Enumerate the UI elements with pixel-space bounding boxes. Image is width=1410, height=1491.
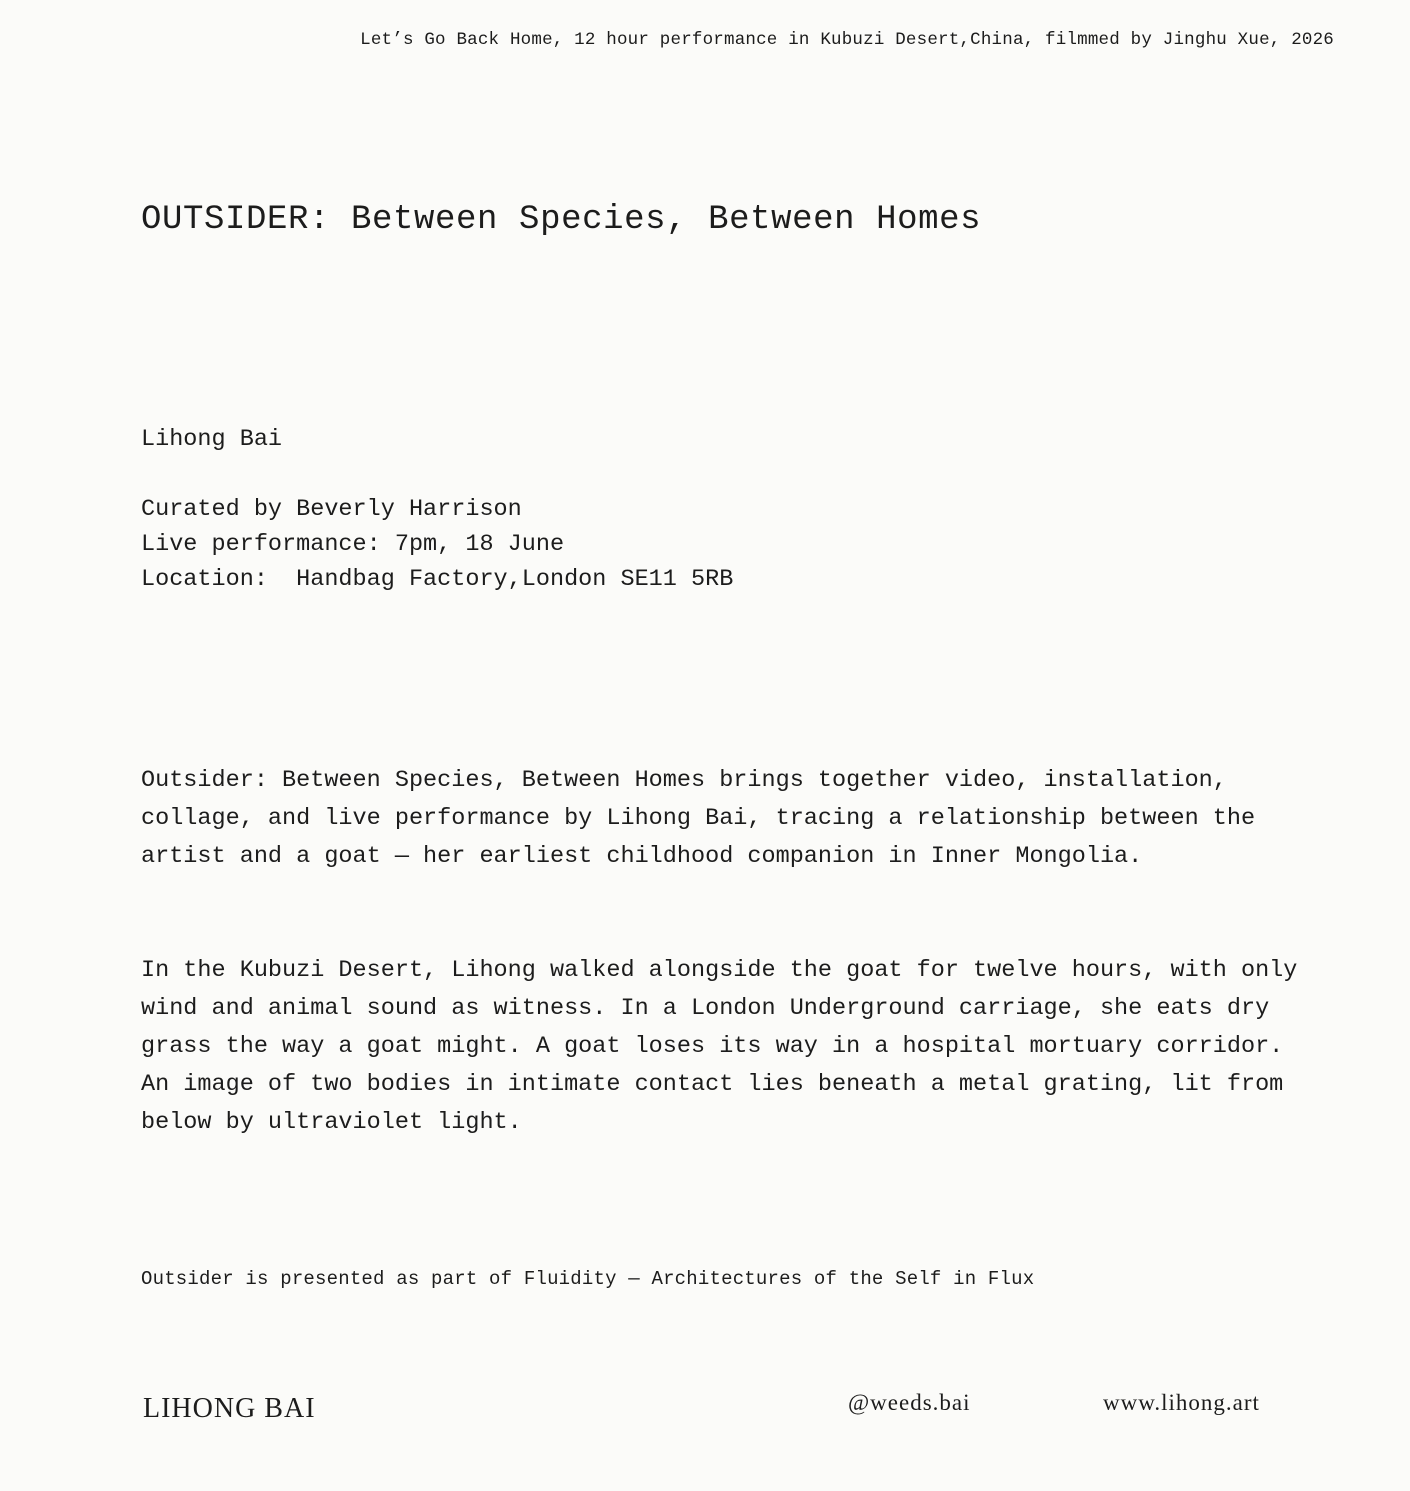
- program-note: Outsider is presented as part of Fluidity — Architectures of the Self in Flux: [141, 1268, 1035, 1290]
- website-link: www.lihong.art: [1103, 1390, 1260, 1415]
- artist-wordmark: LIHONG BAI: [143, 1393, 316, 1424]
- social-handle: @weeds.bai: [848, 1390, 971, 1415]
- exhibition-title: OUTSIDER: Between Species, Between Homes: [141, 201, 982, 239]
- artist-name: Lihong Bai: [141, 426, 283, 453]
- location-line: Location: Handbag Factory,London SE11 5RB: [141, 566, 734, 593]
- image-caption: Let’s Go Back Home, 12 hour performance in Kubuzi Desert,China, filmmed by Jinghu Xue, 2026: [360, 30, 1334, 50]
- performance-line: Live performance: 7pm, 18 June: [141, 531, 565, 558]
- description-paragraph-1: Outsider: Between Species, Between Homes brings together video, installation, collage, and live performance by Lihong Bai, tracing a relationship between the artist and a goat — her earliest childhood companion in Inner Mongolia.: [141, 767, 1256, 870]
- description-paragraph-2: In the Kubuzi Desert, Lihong walked alongside the goat for twelve hours, with only wind and animal sound as witness. In a London Underground carriage, she eats dry grass the way a goat might. A goat loses its way in a hospital mortuary corridor. An image of two bodies in intimate contact lies beneath a metal grating, lit from below by ultraviolet light.: [141, 957, 1298, 1136]
- curator-line: Curated by Beverly Harrison: [141, 496, 522, 523]
